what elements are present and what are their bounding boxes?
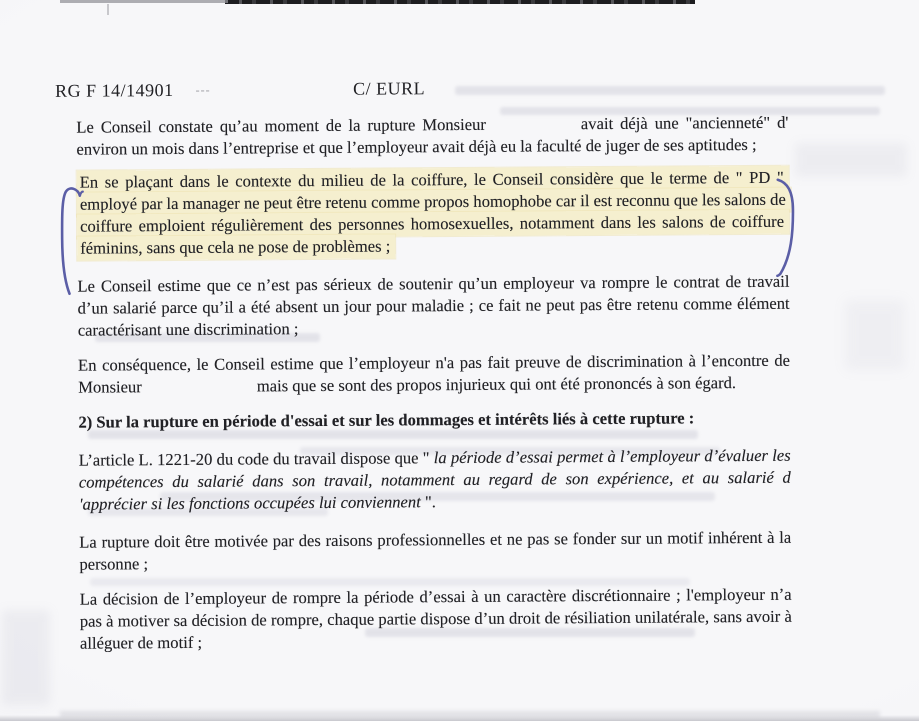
paragraph-consequence	[78, 350, 790, 399]
p7-text: La décision de l’employeur de rompre la période d’essai à un caractère discrétionnaire ; l'employeur n’a pas à motiver sa décision de rompre, chaque partie dispose d’un droit de résiliation unilatérale, sans avoir à alléguer de motif ;	[79, 584, 792, 653]
p1-text-before-redaction: Le Conseil constate qu’au moment de la rupture Monsieur	[76, 114, 486, 137]
redacted-name-gap	[142, 391, 257, 392]
paragraph-motivation	[79, 527, 791, 576]
scan-bottom-edge	[0, 715, 919, 721]
document-header	[55, 76, 805, 107]
paragraph-article-l1221-20	[79, 445, 791, 516]
paragraph-anciennete	[76, 112, 788, 161]
document-body	[76, 112, 792, 655]
p4-text-after-redaction: mais que se sont des propos injurieux qui ont été prononcés à son égard.	[256, 373, 737, 396]
pencil-dash-annotation: ---	[195, 82, 211, 97]
defendant-label: C/ EURL	[353, 78, 426, 99]
redacted-name-gap	[486, 129, 581, 130]
p3-text: Le Conseil estime que ce n’est pas sérieux de soutenir qu’un employeur va rompre le contrat de travail d’un salarié parce qu’il a été absent un jour pour maladie ; ce fait ne peut pas être retenu comme élément caractérisant une discrimination ;	[77, 271, 790, 340]
p6-text: La rupture doit être motivée par des raisons professionnelles et ne pas se fonder sur un motif inhérent à la personne ;	[79, 527, 792, 574]
heading-text: 2) Sur la rupture en période d'essai et sur les dommages et intérêts liés à cette rupture :	[78, 408, 695, 432]
paragraph-highlighted-pd	[77, 167, 790, 260]
paragraph-maladie	[77, 271, 789, 342]
case-number: RG F 14/14901	[55, 79, 174, 101]
highlighted-text: En se plaçant dans le contexte du milieu de la coiffure, le Conseil considère que le terme de " PD " employé par la manager ne peut être retenu comme propos homophobe car il est reconnu que les salons de coiffure emploient régulièrement des personnes homosexuelles, notamment dans les salons de coiffure féminins, sans que cela ne pose de problèmes ;	[77, 166, 791, 261]
paragraph-discretionnaire	[80, 584, 792, 655]
p4-text-before-redaction: En conséquence, le Conseil estime que l’employeur n'a pas fait preuve de discrimination à l’encontre de Monsieur	[77, 350, 791, 397]
p5-intro-text: L’article L. 1221-20 du code du travail dispose que "	[78, 448, 434, 470]
section-heading-2	[78, 407, 790, 434]
p1-text-after-redaction: avait déjà une "ancienneté" d' environ un mois dans l’entreprise et que l’employeur avait déjà eu la faculté de juger de ses aptitudes ;	[76, 112, 789, 159]
p5-outro-text: ".	[420, 492, 436, 512]
p5-statute-quote: la période d’essai permet à l’employeur d’évaluer les compétences du salarié dans son travail, notamment au regard de son expérience, et au salarié d 'apprécier si les fonctions occupées lui conviennent	[78, 445, 791, 514]
